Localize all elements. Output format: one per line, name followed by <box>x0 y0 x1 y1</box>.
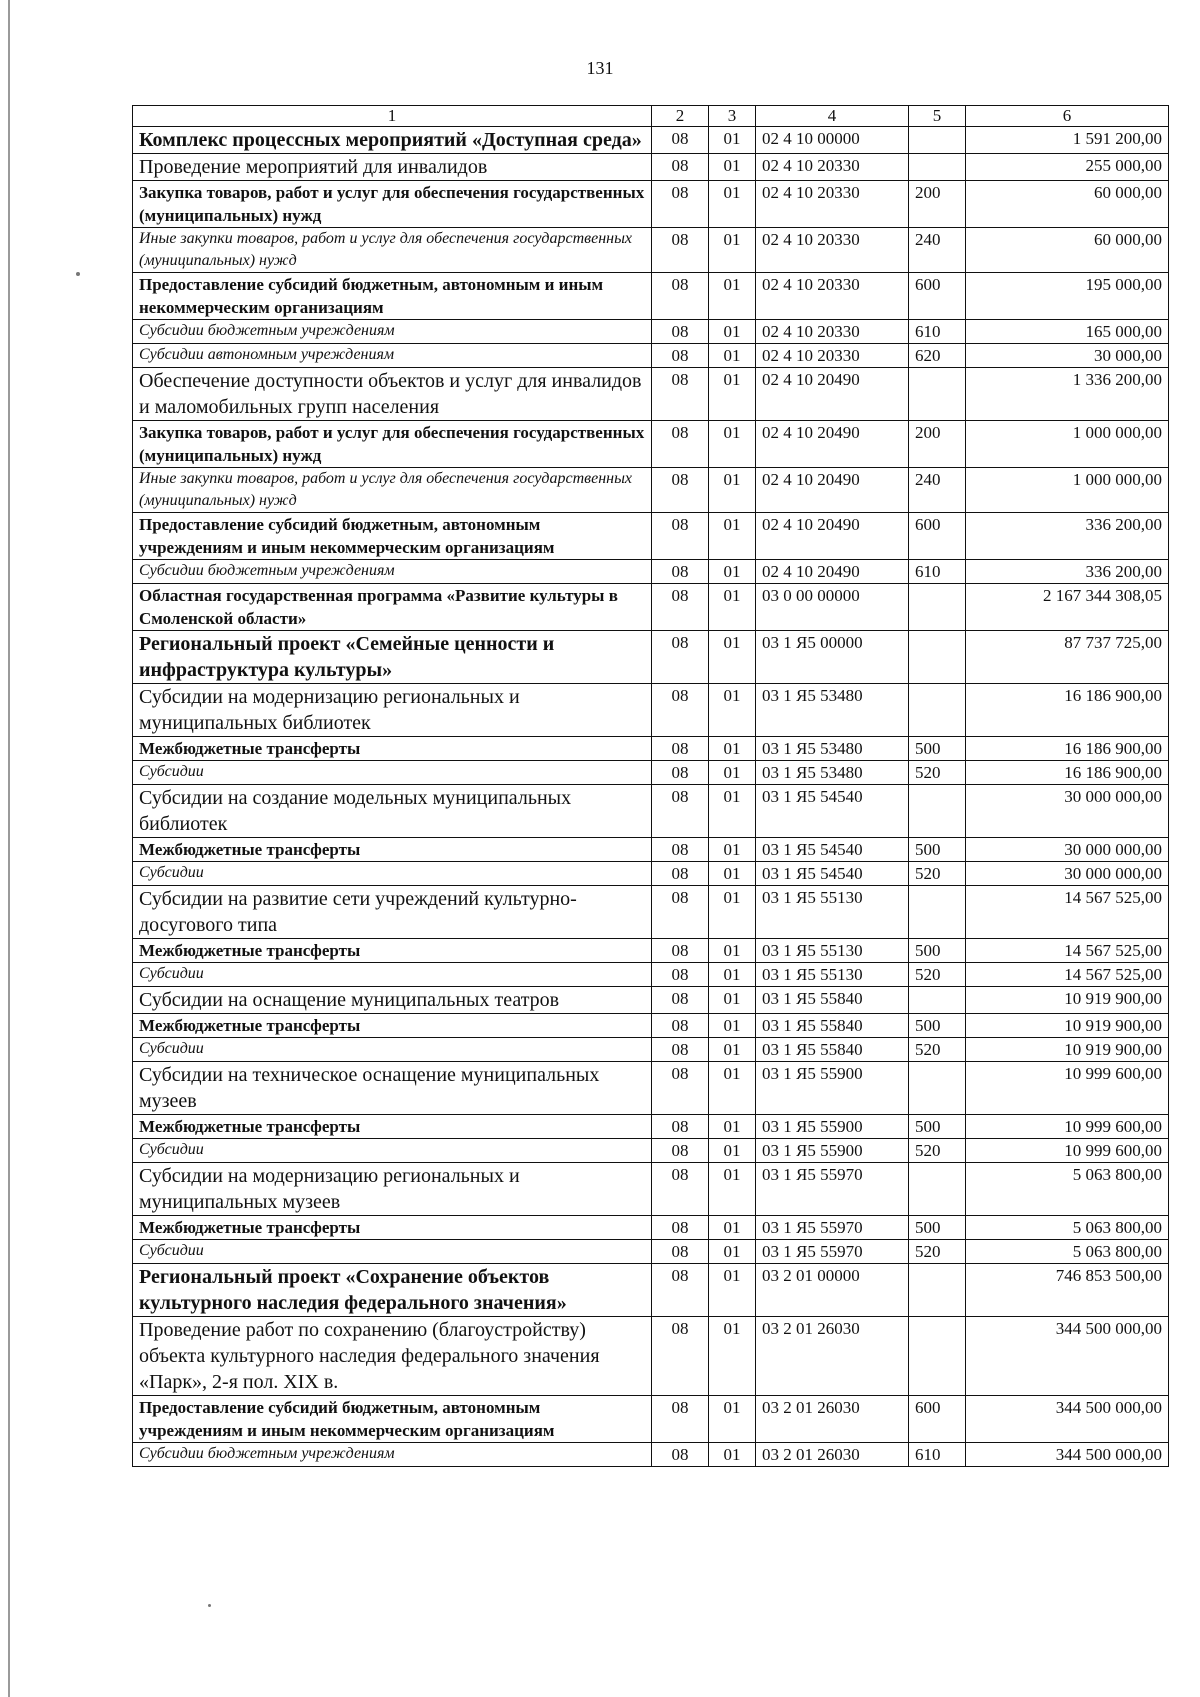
section-cell: 08 <box>652 1317 709 1396</box>
amount-cell: 10 999 600,00 <box>966 1115 1169 1139</box>
table-row <box>133 320 1169 344</box>
expense-type-cell: 520 <box>909 1038 966 1062</box>
target-code-cell: 03 1 Я5 53480 <box>756 684 909 737</box>
table-header-row <box>133 106 1169 127</box>
expense-type-cell <box>909 684 966 737</box>
subsection-cell: 01 <box>709 1163 756 1216</box>
section-cell: 08 <box>652 785 709 838</box>
subsection-cell: 01 <box>709 513 756 560</box>
amount-cell: 336 200,00 <box>966 513 1169 560</box>
subsection-cell: 01 <box>709 154 756 181</box>
row-name-cell: Межбюджетные трансферты <box>133 1014 652 1038</box>
target-code-cell: 03 1 Я5 53480 <box>756 737 909 761</box>
target-code-cell: 03 0 00 00000 <box>756 584 909 631</box>
section-cell: 08 <box>652 886 709 939</box>
subsection-cell: 01 <box>709 987 756 1014</box>
target-code-cell: 02 4 10 20330 <box>756 344 909 368</box>
row-name-cell: Закупка товаров, работ и услуг для обеспечения государственных (муниципальных) нужд <box>133 181 652 228</box>
target-code-cell: 03 1 Я5 55130 <box>756 886 909 939</box>
page-number: 131 <box>586 58 614 78</box>
section-cell: 08 <box>652 344 709 368</box>
section-cell: 08 <box>652 862 709 886</box>
section-cell: 08 <box>652 1396 709 1443</box>
section-cell: 08 <box>652 320 709 344</box>
table-row <box>133 862 1169 886</box>
table-row <box>133 513 1169 560</box>
section-cell: 08 <box>652 127 709 154</box>
row-name-cell: Межбюджетные трансферты <box>133 939 652 963</box>
section-cell: 08 <box>652 273 709 320</box>
section-cell: 08 <box>652 468 709 513</box>
amount-cell: 10 919 900,00 <box>966 1038 1169 1062</box>
section-cell: 08 <box>652 737 709 761</box>
amount-cell: 14 567 525,00 <box>966 939 1169 963</box>
target-code-cell: 02 4 10 20330 <box>756 228 909 273</box>
table-row <box>133 273 1169 320</box>
row-name-cell: Субсидии на развитие сети учреждений культурно-досугового типа <box>133 886 652 939</box>
table-row <box>133 228 1169 273</box>
amount-cell: 2 167 344 308,05 <box>966 584 1169 631</box>
expense-type-cell <box>909 987 966 1014</box>
row-name-cell: Субсидии на техническое оснащение муниципальных музеев <box>133 1062 652 1115</box>
expense-type-cell: 610 <box>909 1443 966 1467</box>
subsection-cell: 01 <box>709 273 756 320</box>
amount-cell: 30 000 000,00 <box>966 862 1169 886</box>
target-code-cell: 02 4 10 20330 <box>756 181 909 228</box>
table-row <box>133 1216 1169 1240</box>
row-name-cell: Проведение работ по сохранению (благоустройству) объекта культурного наследия федерального значения «Парк», 2-я пол. XIX в. <box>133 1317 652 1396</box>
table-row <box>133 838 1169 862</box>
table-row <box>133 987 1169 1014</box>
section-cell: 08 <box>652 1264 709 1317</box>
expense-type-cell: 200 <box>909 181 966 228</box>
expense-type-cell: 520 <box>909 862 966 886</box>
subsection-cell: 01 <box>709 1062 756 1115</box>
subsection-cell: 01 <box>709 1240 756 1264</box>
target-code-cell: 02 4 10 20330 <box>756 154 909 181</box>
row-name-cell: Проведение мероприятий для инвалидов <box>133 154 652 181</box>
section-cell: 08 <box>652 1443 709 1467</box>
target-code-cell: 03 1 Я5 54540 <box>756 838 909 862</box>
expense-type-cell <box>909 631 966 684</box>
subsection-cell: 01 <box>709 1014 756 1038</box>
target-code-cell: 02 4 10 00000 <box>756 127 909 154</box>
target-code-cell: 03 1 Я5 55900 <box>756 1062 909 1115</box>
subsection-cell: 01 <box>709 1139 756 1163</box>
row-name-cell: Субсидии <box>133 1038 652 1062</box>
expense-type-cell: 620 <box>909 344 966 368</box>
subsection-cell: 01 <box>709 886 756 939</box>
row-name-cell: Субсидии <box>133 963 652 987</box>
amount-cell: 14 567 525,00 <box>966 963 1169 987</box>
subsection-cell: 01 <box>709 761 756 785</box>
section-cell: 08 <box>652 560 709 584</box>
section-cell: 08 <box>652 1062 709 1115</box>
amount-cell: 16 186 900,00 <box>966 761 1169 785</box>
amount-cell: 30 000,00 <box>966 344 1169 368</box>
section-cell: 08 <box>652 631 709 684</box>
row-name-cell: Субсидии <box>133 761 652 785</box>
target-code-cell: 03 2 01 00000 <box>756 1264 909 1317</box>
target-code-cell: 03 1 Я5 00000 <box>756 631 909 684</box>
row-name-cell: Комплекс процессных мероприятий «Доступная среда» <box>133 127 652 154</box>
table-row <box>133 1396 1169 1443</box>
amount-cell: 87 737 725,00 <box>966 631 1169 684</box>
target-code-cell: 02 4 10 20330 <box>756 273 909 320</box>
table-row <box>133 963 1169 987</box>
section-cell: 08 <box>652 1014 709 1038</box>
subsection-cell: 01 <box>709 1443 756 1467</box>
subsection-cell: 01 <box>709 785 756 838</box>
subsection-cell: 01 <box>709 1264 756 1317</box>
amount-cell: 336 200,00 <box>966 560 1169 584</box>
subsection-cell: 01 <box>709 939 756 963</box>
table-row <box>133 1443 1169 1467</box>
subsection-cell: 01 <box>709 737 756 761</box>
expense-type-cell: 600 <box>909 513 966 560</box>
table-row <box>133 421 1169 468</box>
target-code-cell: 03 1 Я5 55130 <box>756 939 909 963</box>
row-name-cell: Иные закупки товаров, работ и услуг для обеспечения государственных (муниципальных) нужд <box>133 468 652 513</box>
column-header: 3 <box>709 106 756 127</box>
target-code-cell: 03 1 Я5 55970 <box>756 1240 909 1264</box>
section-cell: 08 <box>652 154 709 181</box>
section-cell: 08 <box>652 684 709 737</box>
amount-cell: 746 853 500,00 <box>966 1264 1169 1317</box>
table-row <box>133 154 1169 181</box>
scan-edge <box>8 0 10 1697</box>
row-name-cell: Субсидии на модернизацию региональных и муниципальных библиотек <box>133 684 652 737</box>
expense-type-cell <box>909 785 966 838</box>
row-name-cell: Субсидии на создание модельных муниципальных библиотек <box>133 785 652 838</box>
amount-cell: 16 186 900,00 <box>966 737 1169 761</box>
amount-cell: 344 500 000,00 <box>966 1443 1169 1467</box>
target-code-cell: 03 1 Я5 55840 <box>756 1038 909 1062</box>
amount-cell: 195 000,00 <box>966 273 1169 320</box>
row-name-cell: Субсидии бюджетным учреждениям <box>133 560 652 584</box>
amount-cell: 60 000,00 <box>966 181 1169 228</box>
section-cell: 08 <box>652 761 709 785</box>
target-code-cell: 03 1 Я5 53480 <box>756 761 909 785</box>
section-cell: 08 <box>652 838 709 862</box>
amount-cell: 10 999 600,00 <box>966 1139 1169 1163</box>
subsection-cell: 01 <box>709 560 756 584</box>
row-name-cell: Обеспечение доступности объектов и услуг для инвалидов и маломобильных групп населения <box>133 368 652 421</box>
row-name-cell: Субсидии <box>133 862 652 886</box>
table-row <box>133 560 1169 584</box>
column-header: 6 <box>966 106 1169 127</box>
target-code-cell: 03 1 Я5 55900 <box>756 1139 909 1163</box>
target-code-cell: 02 4 10 20330 <box>756 320 909 344</box>
table-row <box>133 886 1169 939</box>
amount-cell: 1 000 000,00 <box>966 421 1169 468</box>
column-header: 5 <box>909 106 966 127</box>
expense-type-cell <box>909 154 966 181</box>
subsection-cell: 01 <box>709 181 756 228</box>
table-row <box>133 1014 1169 1038</box>
section-cell: 08 <box>652 181 709 228</box>
table-row <box>133 684 1169 737</box>
subsection-cell: 01 <box>709 320 756 344</box>
expense-type-cell <box>909 1264 966 1317</box>
row-name-cell: Субсидии на модернизацию региональных и муниципальных музеев <box>133 1163 652 1216</box>
target-code-cell: 03 2 01 26030 <box>756 1396 909 1443</box>
subsection-cell: 01 <box>709 1396 756 1443</box>
row-name-cell: Закупка товаров, работ и услуг для обеспечения государственных (муниципальных) нужд <box>133 421 652 468</box>
section-cell: 08 <box>652 421 709 468</box>
table-row <box>133 1317 1169 1396</box>
target-code-cell: 02 4 10 20490 <box>756 513 909 560</box>
table-row <box>133 1038 1169 1062</box>
expense-type-cell <box>909 368 966 421</box>
amount-cell: 10 919 900,00 <box>966 987 1169 1014</box>
expense-type-cell <box>909 1317 966 1396</box>
row-name-cell: Межбюджетные трансферты <box>133 737 652 761</box>
subsection-cell: 01 <box>709 963 756 987</box>
row-name-cell: Субсидии бюджетным учреждениям <box>133 1443 652 1467</box>
expense-type-cell: 500 <box>909 939 966 963</box>
expense-type-cell: 520 <box>909 963 966 987</box>
budget-table <box>132 105 1169 1467</box>
amount-cell: 16 186 900,00 <box>966 684 1169 737</box>
row-name-cell: Субсидии на оснащение муниципальных театров <box>133 987 652 1014</box>
subsection-cell: 01 <box>709 1115 756 1139</box>
amount-cell: 30 000 000,00 <box>966 785 1169 838</box>
subsection-cell: 01 <box>709 1038 756 1062</box>
amount-cell: 5 063 800,00 <box>966 1216 1169 1240</box>
expense-type-cell: 520 <box>909 1139 966 1163</box>
expense-type-cell: 500 <box>909 838 966 862</box>
expense-type-cell: 610 <box>909 560 966 584</box>
expense-type-cell: 200 <box>909 421 966 468</box>
subsection-cell: 01 <box>709 684 756 737</box>
row-name-cell: Предоставление субсидий бюджетным, автономным учреждениям и иным некоммерческим организациям <box>133 513 652 560</box>
target-code-cell: 03 1 Я5 55970 <box>756 1216 909 1240</box>
row-name-cell: Субсидии бюджетным учреждениям <box>133 320 652 344</box>
section-cell: 08 <box>652 513 709 560</box>
row-name-cell: Иные закупки товаров, работ и услуг для обеспечения государственных (муниципальных) нужд <box>133 228 652 273</box>
row-name-cell: Региональный проект «Семейные ценности и инфраструктура культуры» <box>133 631 652 684</box>
section-cell: 08 <box>652 963 709 987</box>
section-cell: 08 <box>652 939 709 963</box>
scan-speck <box>208 1604 211 1607</box>
table-row <box>133 181 1169 228</box>
section-cell: 08 <box>652 987 709 1014</box>
row-name-cell: Субсидии автономным учреждениям <box>133 344 652 368</box>
table-row <box>133 1163 1169 1216</box>
target-code-cell: 03 1 Я5 55840 <box>756 1014 909 1038</box>
section-cell: 08 <box>652 1163 709 1216</box>
subsection-cell: 01 <box>709 228 756 273</box>
amount-cell: 10 919 900,00 <box>966 1014 1169 1038</box>
table-row <box>133 1240 1169 1264</box>
table-row <box>133 1264 1169 1317</box>
target-code-cell: 03 2 01 26030 <box>756 1443 909 1467</box>
amount-cell: 1 336 200,00 <box>966 368 1169 421</box>
amount-cell: 10 999 600,00 <box>966 1062 1169 1115</box>
target-code-cell: 02 4 10 20490 <box>756 468 909 513</box>
subsection-cell: 01 <box>709 421 756 468</box>
section-cell: 08 <box>652 1240 709 1264</box>
subsection-cell: 01 <box>709 368 756 421</box>
expense-type-cell: 500 <box>909 1216 966 1240</box>
table-row <box>133 468 1169 513</box>
expense-type-cell <box>909 1163 966 1216</box>
amount-cell: 344 500 000,00 <box>966 1317 1169 1396</box>
row-name-cell: Предоставление субсидий бюджетным, автономным учреждениям и иным некоммерческим организациям <box>133 1396 652 1443</box>
row-name-cell: Межбюджетные трансферты <box>133 1115 652 1139</box>
table-row <box>133 368 1169 421</box>
target-code-cell: 02 4 10 20490 <box>756 560 909 584</box>
table-row <box>133 761 1169 785</box>
target-code-cell: 02 4 10 20490 <box>756 368 909 421</box>
section-cell: 08 <box>652 228 709 273</box>
column-header: 2 <box>652 106 709 127</box>
target-code-cell: 03 1 Я5 55970 <box>756 1163 909 1216</box>
budget-table-body <box>133 106 1169 1467</box>
amount-cell: 30 000 000,00 <box>966 838 1169 862</box>
table-row <box>133 737 1169 761</box>
column-header: 1 <box>133 106 652 127</box>
amount-cell: 255 000,00 <box>966 154 1169 181</box>
amount-cell: 60 000,00 <box>966 228 1169 273</box>
column-header: 4 <box>756 106 909 127</box>
expense-type-cell: 500 <box>909 737 966 761</box>
amount-cell: 5 063 800,00 <box>966 1163 1169 1216</box>
expense-type-cell: 500 <box>909 1014 966 1038</box>
subsection-cell: 01 <box>709 1317 756 1396</box>
target-code-cell: 03 1 Я5 55130 <box>756 963 909 987</box>
target-code-cell: 03 1 Я5 55840 <box>756 987 909 1014</box>
expense-type-cell: 600 <box>909 273 966 320</box>
subsection-cell: 01 <box>709 344 756 368</box>
scan-speck <box>76 272 80 276</box>
table-row <box>133 1062 1169 1115</box>
subsection-cell: 01 <box>709 584 756 631</box>
amount-cell: 5 063 800,00 <box>966 1240 1169 1264</box>
section-cell: 08 <box>652 1216 709 1240</box>
section-cell: 08 <box>652 584 709 631</box>
table-row <box>133 939 1169 963</box>
target-code-cell: 02 4 10 20490 <box>756 421 909 468</box>
expense-type-cell: 520 <box>909 1240 966 1264</box>
expense-type-cell: 610 <box>909 320 966 344</box>
amount-cell: 1 000 000,00 <box>966 468 1169 513</box>
section-cell: 08 <box>652 368 709 421</box>
amount-cell: 14 567 525,00 <box>966 886 1169 939</box>
amount-cell: 165 000,00 <box>966 320 1169 344</box>
row-name-cell: Предоставление субсидий бюджетным, автономным и иным некоммерческим организациям <box>133 273 652 320</box>
section-cell: 08 <box>652 1038 709 1062</box>
target-code-cell: 03 1 Я5 55900 <box>756 1115 909 1139</box>
amount-cell: 344 500 000,00 <box>966 1396 1169 1443</box>
section-cell: 08 <box>652 1139 709 1163</box>
row-name-cell: Межбюджетные трансферты <box>133 838 652 862</box>
expense-type-cell <box>909 886 966 939</box>
subsection-cell: 01 <box>709 631 756 684</box>
expense-type-cell <box>909 127 966 154</box>
amount-cell: 1 591 200,00 <box>966 127 1169 154</box>
subsection-cell: 01 <box>709 468 756 513</box>
row-name-cell: Субсидии <box>133 1139 652 1163</box>
subsection-cell: 01 <box>709 127 756 154</box>
expense-type-cell: 240 <box>909 228 966 273</box>
expense-type-cell: 520 <box>909 761 966 785</box>
table-row <box>133 1115 1169 1139</box>
row-name-cell: Субсидии <box>133 1240 652 1264</box>
row-name-cell: Межбюджетные трансферты <box>133 1216 652 1240</box>
expense-type-cell: 600 <box>909 1396 966 1443</box>
table-row <box>133 344 1169 368</box>
table-row <box>133 584 1169 631</box>
subsection-cell: 01 <box>709 838 756 862</box>
table-row <box>133 1139 1169 1163</box>
target-code-cell: 03 2 01 26030 <box>756 1317 909 1396</box>
expense-type-cell: 240 <box>909 468 966 513</box>
expense-type-cell <box>909 1062 966 1115</box>
table-row <box>133 127 1169 154</box>
subsection-cell: 01 <box>709 1216 756 1240</box>
section-cell: 08 <box>652 1115 709 1139</box>
table-row <box>133 785 1169 838</box>
target-code-cell: 03 1 Я5 54540 <box>756 862 909 886</box>
target-code-cell: 03 1 Я5 54540 <box>756 785 909 838</box>
subsection-cell: 01 <box>709 862 756 886</box>
expense-type-cell: 500 <box>909 1115 966 1139</box>
expense-type-cell <box>909 584 966 631</box>
table-row <box>133 631 1169 684</box>
row-name-cell: Областная государственная программа «Развитие культуры в Смоленской области» <box>133 584 652 631</box>
row-name-cell: Региональный проект «Сохранение объектов культурного наследия федерального значения» <box>133 1264 652 1317</box>
